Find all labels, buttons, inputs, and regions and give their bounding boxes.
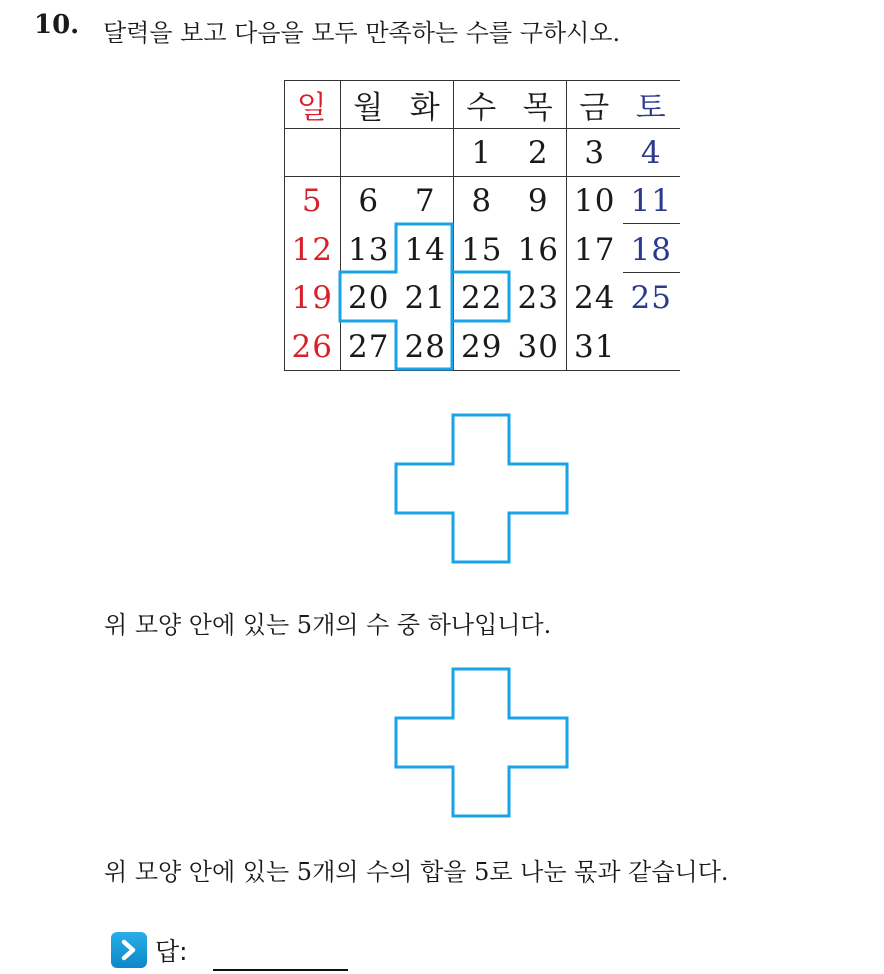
weekday-header: 수 bbox=[466, 89, 498, 126]
answer-row bbox=[111, 932, 188, 968]
calendar-day: 2 bbox=[527, 134, 549, 171]
calendar-day: 9 bbox=[527, 183, 549, 220]
calendar-day: 4 bbox=[640, 134, 662, 171]
calendar-day: 11 bbox=[630, 183, 672, 220]
calendar-day: 18 bbox=[630, 231, 672, 268]
chevron-right-icon bbox=[111, 932, 147, 968]
calendar-day: 21 bbox=[404, 280, 446, 317]
weekday-header: 목 bbox=[522, 89, 554, 126]
calendar-day: 27 bbox=[348, 328, 390, 365]
calendar-day: 22 bbox=[461, 280, 503, 317]
calendar-day: 23 bbox=[517, 280, 559, 317]
calendar-day: 14 bbox=[404, 231, 446, 268]
weekday-header: 금 bbox=[579, 89, 611, 126]
weekday-header: 화 bbox=[409, 89, 441, 126]
calendar-day: 7 bbox=[414, 183, 436, 220]
calendar bbox=[284, 80, 680, 371]
cross-shape-2 bbox=[390, 664, 574, 822]
question-number: 10. bbox=[34, 10, 80, 40]
calendar-day: 30 bbox=[517, 328, 559, 365]
calendar-day: 12 bbox=[291, 231, 333, 268]
calendar-day: 20 bbox=[348, 280, 390, 317]
calendar-day: 8 bbox=[471, 183, 493, 220]
calendar-day: 29 bbox=[461, 328, 503, 365]
calendar-day: 6 bbox=[358, 183, 380, 220]
calendar-day: 1 bbox=[471, 134, 493, 171]
calendar-day: 15 bbox=[461, 231, 503, 268]
calendar-day: 26 bbox=[291, 328, 333, 365]
weekday-header: 일 bbox=[296, 89, 328, 126]
weekday-header: 월 bbox=[353, 89, 385, 126]
calendar-day: 17 bbox=[574, 231, 616, 268]
calendar-day: 10 bbox=[574, 183, 616, 220]
calendar-day: 31 bbox=[574, 328, 616, 365]
calendar-day: 28 bbox=[404, 328, 446, 365]
condition-2: 위 모양 안에 있는 5개의 수의 합을 5로 나눈 몫과 같습니다. bbox=[104, 858, 729, 886]
calendar-day: 24 bbox=[574, 280, 616, 317]
condition-1: 위 모양 안에 있는 5개의 수 중 하나입니다. bbox=[104, 611, 552, 639]
calendar-day: 3 bbox=[584, 134, 606, 171]
calendar-day: 5 bbox=[301, 183, 323, 220]
weekday-header: 토 bbox=[635, 89, 667, 126]
question-text: 달력을 보고 다음을 모두 만족하는 수를 구하시오. bbox=[103, 19, 621, 47]
calendar-day: 25 bbox=[630, 280, 672, 317]
answer-label: 답: bbox=[155, 937, 188, 966]
calendar-day: 16 bbox=[517, 231, 559, 268]
calendar-day: 19 bbox=[291, 280, 333, 317]
highlight-cross-outline bbox=[284, 80, 680, 371]
answer-blank[interactable] bbox=[213, 969, 348, 971]
cross-shape-1 bbox=[390, 410, 574, 568]
calendar-day: 13 bbox=[348, 231, 390, 268]
